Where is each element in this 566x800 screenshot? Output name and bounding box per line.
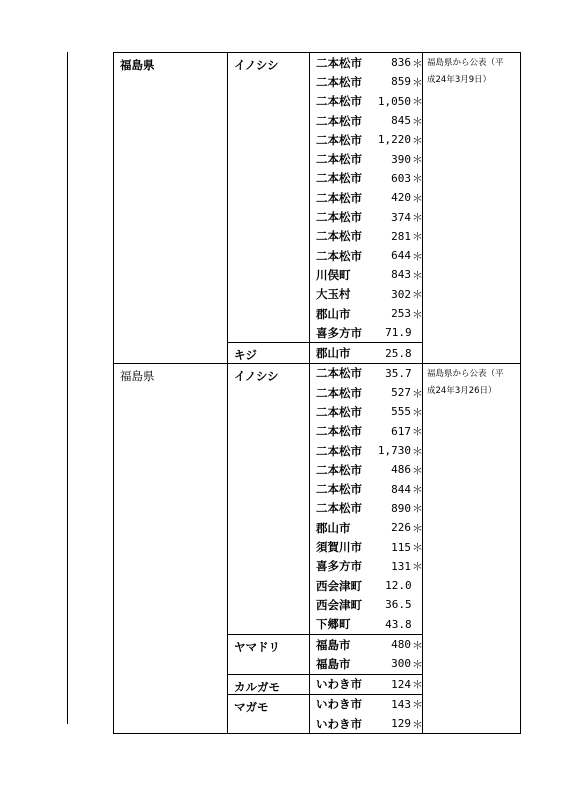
measured-value: 527 [391, 386, 411, 400]
result-line [310, 635, 422, 654]
municipality: 二本松市 [316, 366, 362, 381]
over-limit-mark: ＊ [412, 268, 423, 282]
species-cell [228, 674, 310, 694]
municipality: 二本松市 [316, 55, 362, 70]
result-cell [310, 694, 423, 734]
result-line [310, 92, 422, 111]
municipality: 二本松市 [316, 113, 362, 128]
result-line [310, 130, 422, 149]
municipality: 西会津町 [316, 578, 362, 593]
over-limit-mark: ＊ [412, 114, 423, 128]
result-line [310, 518, 422, 537]
result-line [310, 265, 422, 284]
result-line [310, 383, 422, 402]
municipality: 二本松市 [316, 94, 362, 109]
measured-value: 859 [391, 75, 411, 89]
species-label: カルガモ [234, 679, 280, 694]
measured-value: 890 [391, 501, 411, 515]
publication-note [423, 53, 520, 89]
measured-value: 226 [391, 521, 411, 535]
municipality: 二本松市 [316, 404, 362, 419]
result-line [310, 695, 422, 714]
over-limit-mark: ＊ [412, 502, 423, 516]
municipality: 二本松市 [316, 385, 362, 400]
table-row [114, 363, 521, 634]
municipality: 二本松市 [316, 152, 362, 167]
prefecture-cell [114, 363, 228, 734]
note-line: 福島県から公表（平 [427, 58, 504, 68]
municipality: 西会津町 [316, 597, 362, 612]
result-line [310, 402, 422, 421]
municipality: 二本松市 [316, 210, 362, 225]
result-line [310, 72, 422, 91]
municipality: 川俣町 [316, 267, 351, 282]
measured-value: 115 [391, 540, 411, 554]
species-label: ヤマドリ [234, 639, 280, 654]
municipality: 郡山市 [316, 306, 351, 321]
result-line [310, 460, 422, 479]
measured-value: 1,050 [377, 94, 411, 108]
result-cell [310, 343, 423, 363]
over-limit-mark: ＊ [412, 444, 423, 458]
result-line [310, 285, 422, 304]
over-limit-mark: ＊ [412, 717, 423, 731]
result-line [310, 188, 422, 207]
municipality: 二本松市 [316, 171, 362, 186]
species-label: キジ [234, 348, 257, 363]
result-line [310, 227, 422, 246]
species-label: イノシシ [234, 368, 279, 383]
municipality: 喜多方市 [316, 559, 362, 574]
result-line [310, 207, 422, 226]
over-limit-mark: ＊ [412, 638, 423, 652]
note-line: 成24年3月9日） [427, 75, 492, 85]
municipality: 福島市 [316, 637, 351, 652]
result-line [310, 675, 422, 694]
municipality: 郡山市 [316, 520, 351, 535]
over-limit-mark: ＊ [412, 405, 423, 419]
result-line [310, 654, 422, 673]
measured-value: 374 [391, 210, 411, 224]
measured-value: 1,220 [377, 133, 411, 147]
municipality: 喜多方市 [316, 325, 362, 340]
note-cell [423, 363, 521, 734]
over-limit-mark: ＊ [412, 191, 423, 205]
result-line [310, 480, 422, 499]
measured-value: 131 [391, 559, 411, 573]
note-line: 福島県から公表（平 [427, 368, 504, 379]
municipality: 須賀川市 [316, 540, 362, 555]
species-cell [228, 53, 310, 343]
result-line [310, 714, 422, 733]
measured-value: 43.8 [385, 617, 412, 631]
municipality: 二本松市 [316, 248, 362, 263]
over-limit-mark: ＊ [412, 463, 423, 477]
prefecture-cell [114, 53, 228, 364]
over-limit-mark: ＊ [412, 307, 423, 321]
result-line [310, 246, 422, 265]
result-line [310, 111, 422, 130]
over-limit-mark: ＊ [412, 483, 423, 497]
over-limit-mark: ＊ [412, 75, 423, 89]
measured-value: 143 [391, 697, 411, 711]
result-line [310, 441, 422, 460]
over-limit-mark: ＊ [412, 521, 423, 535]
result-line [310, 557, 422, 576]
result-line [310, 149, 422, 168]
note-line: 成24年3月26日） [427, 385, 497, 396]
municipality: いわき市 [316, 677, 362, 692]
result-line [310, 169, 422, 188]
prefecture-label: 福島県 [120, 58, 155, 72]
over-limit-mark: ＊ [412, 249, 423, 263]
municipality: いわき市 [316, 697, 362, 712]
measured-value: 836 [391, 56, 411, 70]
municipality: 福島市 [316, 656, 351, 671]
over-limit-mark: ＊ [412, 172, 423, 186]
result-cell [310, 674, 423, 694]
result-cell [310, 53, 423, 343]
over-limit-mark: ＊ [412, 133, 423, 147]
prefecture-label: 福島県 [120, 368, 155, 383]
municipality: 二本松市 [316, 482, 362, 497]
publication-note [423, 364, 520, 400]
result-line [310, 499, 422, 518]
measured-value: 35.7 [385, 366, 412, 380]
result-line [310, 537, 422, 556]
result-line [310, 615, 422, 634]
over-limit-mark: ＊ [412, 95, 423, 109]
municipality: 大玉村 [316, 287, 351, 302]
table-row [114, 53, 521, 343]
measured-value: 486 [391, 463, 411, 477]
species-cell [228, 363, 310, 634]
over-limit-mark: ＊ [412, 678, 423, 692]
result-line [310, 422, 422, 441]
species-cell [228, 694, 310, 734]
measured-value: 603 [391, 171, 411, 185]
over-limit-mark: ＊ [412, 153, 423, 167]
measured-value: 71.9 [385, 326, 412, 340]
species-label: イノシシ [234, 58, 279, 72]
measured-value: 300 [391, 657, 411, 671]
monitoring-results-table [113, 52, 521, 734]
measured-value: 845 [391, 114, 411, 128]
measured-value: 302 [391, 287, 411, 301]
measured-value: 843 [391, 268, 411, 282]
measured-value: 124 [391, 677, 411, 691]
result-line [310, 343, 422, 362]
over-limit-mark: ＊ [412, 541, 423, 555]
measured-value: 390 [391, 152, 411, 166]
municipality: 二本松市 [316, 424, 362, 439]
over-limit-mark: ＊ [412, 56, 423, 70]
result-line [310, 364, 422, 383]
over-limit-mark: ＊ [412, 425, 423, 439]
municipality: 二本松市 [316, 229, 362, 244]
municipality: 二本松市 [316, 132, 362, 147]
result-cell [310, 634, 423, 674]
result-line [310, 576, 422, 595]
municipality: 郡山市 [316, 346, 351, 361]
result-line [310, 595, 422, 614]
municipality: いわき市 [316, 716, 362, 731]
result-cell [310, 363, 423, 634]
measured-value: 25.8 [385, 346, 412, 360]
species-cell [228, 634, 310, 674]
measured-value: 420 [391, 191, 411, 205]
municipality: 二本松市 [316, 190, 362, 205]
over-limit-mark: ＊ [412, 211, 423, 225]
measured-value: 129 [391, 717, 411, 731]
species-label: マガモ [234, 699, 269, 714]
over-limit-mark: ＊ [412, 560, 423, 574]
measured-value: 555 [391, 405, 411, 419]
municipality: 二本松市 [316, 443, 362, 458]
municipality: 二本松市 [316, 501, 362, 516]
municipality: 二本松市 [316, 462, 362, 477]
over-limit-mark: ＊ [412, 288, 423, 302]
left-margin-rule [67, 52, 68, 724]
measured-value: 844 [391, 482, 411, 496]
measured-value: 644 [391, 249, 411, 263]
note-cell [423, 53, 521, 364]
measured-value: 281 [391, 229, 411, 243]
over-limit-mark: ＊ [412, 230, 423, 244]
over-limit-mark: ＊ [412, 386, 423, 400]
measured-value: 480 [391, 638, 411, 652]
measured-value: 12.0 [385, 579, 412, 593]
municipality: 下郷町 [316, 617, 351, 632]
measured-value: 253 [391, 307, 411, 320]
over-limit-mark: ＊ [412, 698, 423, 712]
result-line [310, 53, 422, 72]
measured-value: 617 [391, 424, 411, 438]
result-line [310, 323, 422, 342]
species-cell [228, 343, 310, 363]
over-limit-mark: ＊ [412, 657, 423, 671]
measured-value: 36.5 [385, 598, 412, 612]
measured-value: 1,730 [377, 444, 411, 458]
municipality: 二本松市 [316, 74, 362, 89]
result-line [310, 304, 422, 323]
